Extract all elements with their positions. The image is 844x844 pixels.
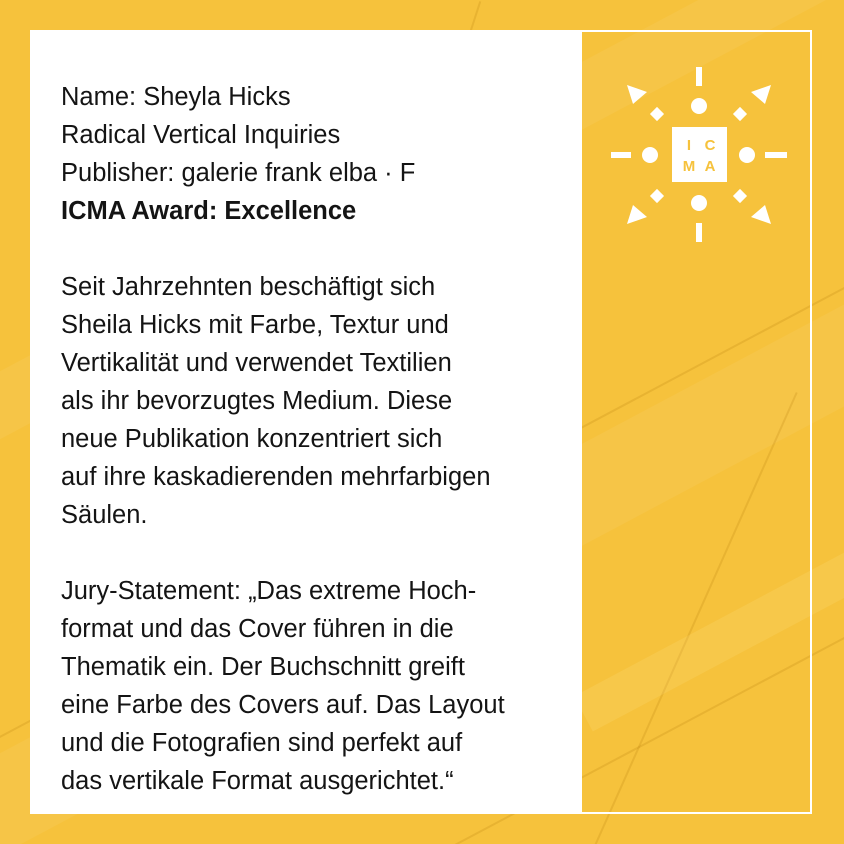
award-label: ICMA Award: Excellence: [61, 197, 357, 225]
logo-center-box: [672, 127, 727, 182]
jury-statement-paragraph: [61, 572, 554, 800]
logo-bar-bottom: [696, 223, 702, 242]
logo-bar-top: [696, 67, 702, 86]
description-line: Vertikalität und verwendet Textilien: [61, 349, 452, 377]
logo-dot-right: [739, 147, 755, 163]
jury-line: Thematik ein. Der Buchschnitt greift: [61, 653, 465, 681]
logo-bar-right: [765, 152, 787, 158]
description-line: Sheila Hicks mit Farbe, Textur und: [61, 311, 449, 339]
jury-line: Jury-Statement: „Das extreme Hoch-: [61, 577, 477, 605]
logo-diamond-bottom-left: [650, 189, 664, 203]
description-line: Seit Jahrzehnten beschäftigt sich: [61, 273, 436, 301]
logo-triangle-top-left: [627, 85, 647, 104]
description-line: auf ihre kaskadierenden mehrfarbigen: [61, 463, 491, 491]
logo-diamond-bottom-right: [733, 189, 747, 203]
description-paragraph: [61, 268, 554, 534]
entry-publisher: Publisher: galerie frank elba · F: [61, 159, 416, 187]
jury-line: das vertikale Format ausgerichtet.“: [61, 767, 454, 795]
logo-letter-a: A: [704, 158, 716, 175]
jury-line: format und das Cover führen in die: [61, 615, 454, 643]
entry-name: Name: Sheyla Hicks: [61, 83, 291, 111]
logo-triangle-bottom-right: [751, 205, 771, 224]
logo-letter-m: M: [682, 158, 696, 175]
jury-line: eine Farbe des Covers auf. Das Layout: [61, 691, 505, 719]
description-line: als ihr bevorzugtes Medium. Diese: [61, 387, 453, 415]
icma-sunburst-logo: [611, 65, 787, 245]
logo-dot-left: [642, 147, 658, 163]
description-line: neue Publikation konzentriert sich: [61, 425, 443, 453]
entry-title: Radical Vertical Inquiries: [61, 121, 341, 149]
logo-dot-top: [691, 98, 707, 114]
jury-line: und die Fotografien sind perfekt auf: [61, 729, 463, 757]
description-line: Säulen.: [61, 501, 148, 529]
logo-triangle-bottom-left: [627, 205, 647, 224]
logo-dot-bottom: [691, 195, 707, 211]
logo-diamond-top-right: [733, 107, 747, 121]
logo-triangle-top-right: [751, 85, 771, 104]
logo-letter-c: C: [704, 137, 716, 154]
text-panel: [30, 30, 582, 814]
logo-letter-i: I: [686, 137, 692, 154]
logo-diamond-top-left: [650, 107, 664, 121]
logo-bar-left: [611, 152, 631, 158]
